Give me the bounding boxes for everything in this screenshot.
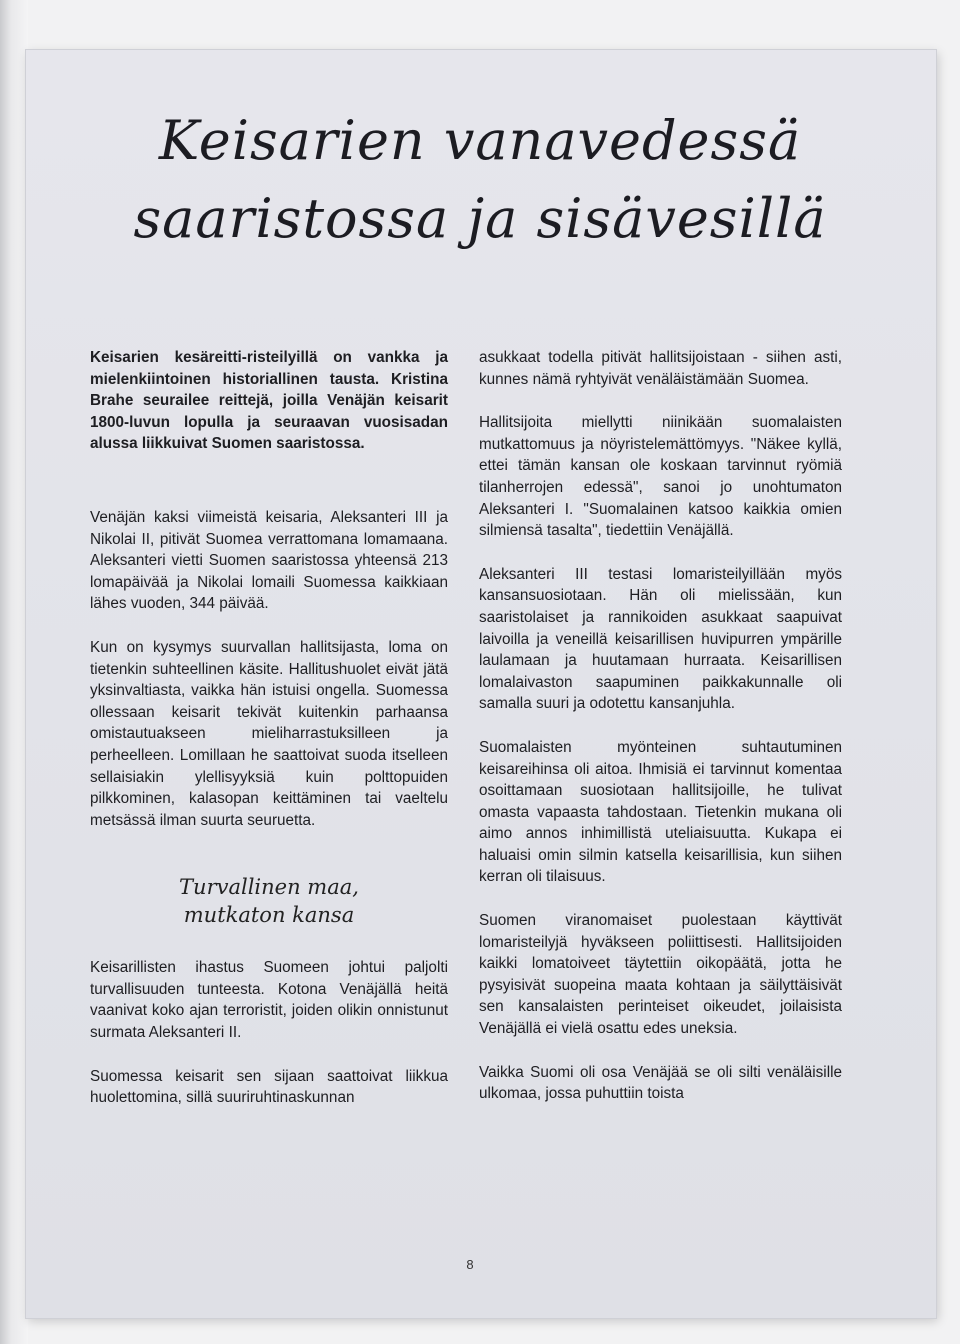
page-number: 8	[466, 1257, 474, 1272]
subheading-line-1: Turvallinen maa,	[179, 875, 359, 900]
title-line-1: Keisarien vanavedessä	[158, 109, 802, 172]
body-paragraph: Keisarillisten ihastus Suomeen johtui paljolti turvallisuuden tunteesta. Kotona Venäjällä heitä vaanivat koko ajan terroristit, joiden olikin onnistunut surmata Aleksanteri II.	[90, 959, 448, 1042]
lede-paragraph: Keisarien kesäreitti-risteilyillä on vankka ja mielenkiintoinen historiallinen tausta. Kristina Brahe seurailee reittejä, joilla Venäjän keisarit 1800-luvun lopulla ja seuraavan vuosisadan alussa liikkuivat Suomen saaristossa.	[90, 349, 448, 453]
booklet-spine	[0, 0, 28, 1344]
body-paragraph: Suomalaisten myönteinen suhtautuminen keisareihinsa oli aitoa. Ihmisiä ei tarvinnut komentaa osoittamaan suosiotaan hallitsijoille, he tulivat omasta vapaasta tahdostaan. Tietenkin mukana oli aimo annos inhimillistä uteliaisuutta. Kukapa ei haluaisi omin silmin katsella keisarillisia, kun siihen kerran oli tilaisuus.	[479, 738, 842, 886]
title-line-2: saaristossa ja sisävesillä	[133, 187, 827, 250]
right-column	[479, 347, 842, 1127]
body-paragraph: Hallitsijoita miellytti niinikään suomalaisten mutkattomuus ja nöyristelemättömyys. "Näkee kyllä, ettei tämän kansan ole koskaan tarvinnut ryömiä tilanherrojen edessä", sanoi jo unohtumaton Aleksanteri I. "Suomalainen katsoo kaikkia omien silmiensä tasalta", tiedettiin Venäjällä.	[479, 414, 842, 540]
page-title	[100, 102, 860, 258]
subheading-line-2: mutkaton kansa	[183, 903, 355, 928]
body-paragraph: Vaikka Suomi oli osa Venäjää se oli silti venäläisille ulkomaa, jossa puhuttiin toista	[479, 1063, 842, 1103]
body-paragraph: Suomessa keisarit sen sijaan saattoivat liikkua huolettomina, sillä suuriruhtinaskunnan	[90, 1067, 448, 1107]
body-paragraph: asukkaat todella pitivät hallitsijoistaan - siihen asti, kunnes nämä ryhtyivät venäläistämään Suomea.	[479, 349, 842, 388]
body-paragraph: Venäjän kaksi viimeistä keisaria, Aleksanteri III ja Nikolai II, pitivät Suomea verrattomana lomamaana. Aleksanteri vietti Suomen saaristossa yhteensä 213 lomapäivää ja Nikolai lomaili Suomessa kaikkiaan lähes vuoden, 344 päivää.	[90, 508, 448, 613]
body-paragraph: Suomen viranomaiset puolestaan käyttivät lomaristeilyjä hyväkseen poliittisesti. Hallitsijoiden kaikki lomatoiveet täytettiin oikopäätä, jotta he pysyisivät suopeina maata kohtaan ja säilyttäisivät sen kansalaisten perinteiset oikeudet, joilaisista Venäjällä ei vielä osattu edes uneksia.	[479, 912, 842, 1038]
left-column	[90, 347, 448, 1131]
subheading	[90, 873, 448, 929]
body-paragraph: Kun on kysymys suurvallan hallitsijasta, loma on tietenkin suhteellinen käsite. Hallitushuolet eivät jätä yksinvaltiasta, vaikka hän istuisi ongella. Suomessa ollessaan keisarit tekivät kuitenkin parhaansa omistautuakseen mieliharrastuksilleen ja perheelleen. Lomillaan he saattoivat suoda itselleen sellaisiakin ylellisyyksiä kuin polttopuiden pilkkominen, kalasopan keittäminen tai vaeltelu metsässä ilman suurta seuruetta.	[90, 638, 448, 829]
body-paragraph: Aleksanteri III testasi lomaristeilyillään myös kansansuosiotaan. Hän oli mielissään, kun saaristolaiset ja rannikoiden asukkaat saapuivat laivoilla ja veneillä keisarillisen huvipurren ympärille laulamaan ja huutamaan hurraata. Keisarillisen lomalaivaston saapuminen paikkakunnalle oli samalla suuri ja odotettu kansanjuhla.	[479, 565, 842, 713]
